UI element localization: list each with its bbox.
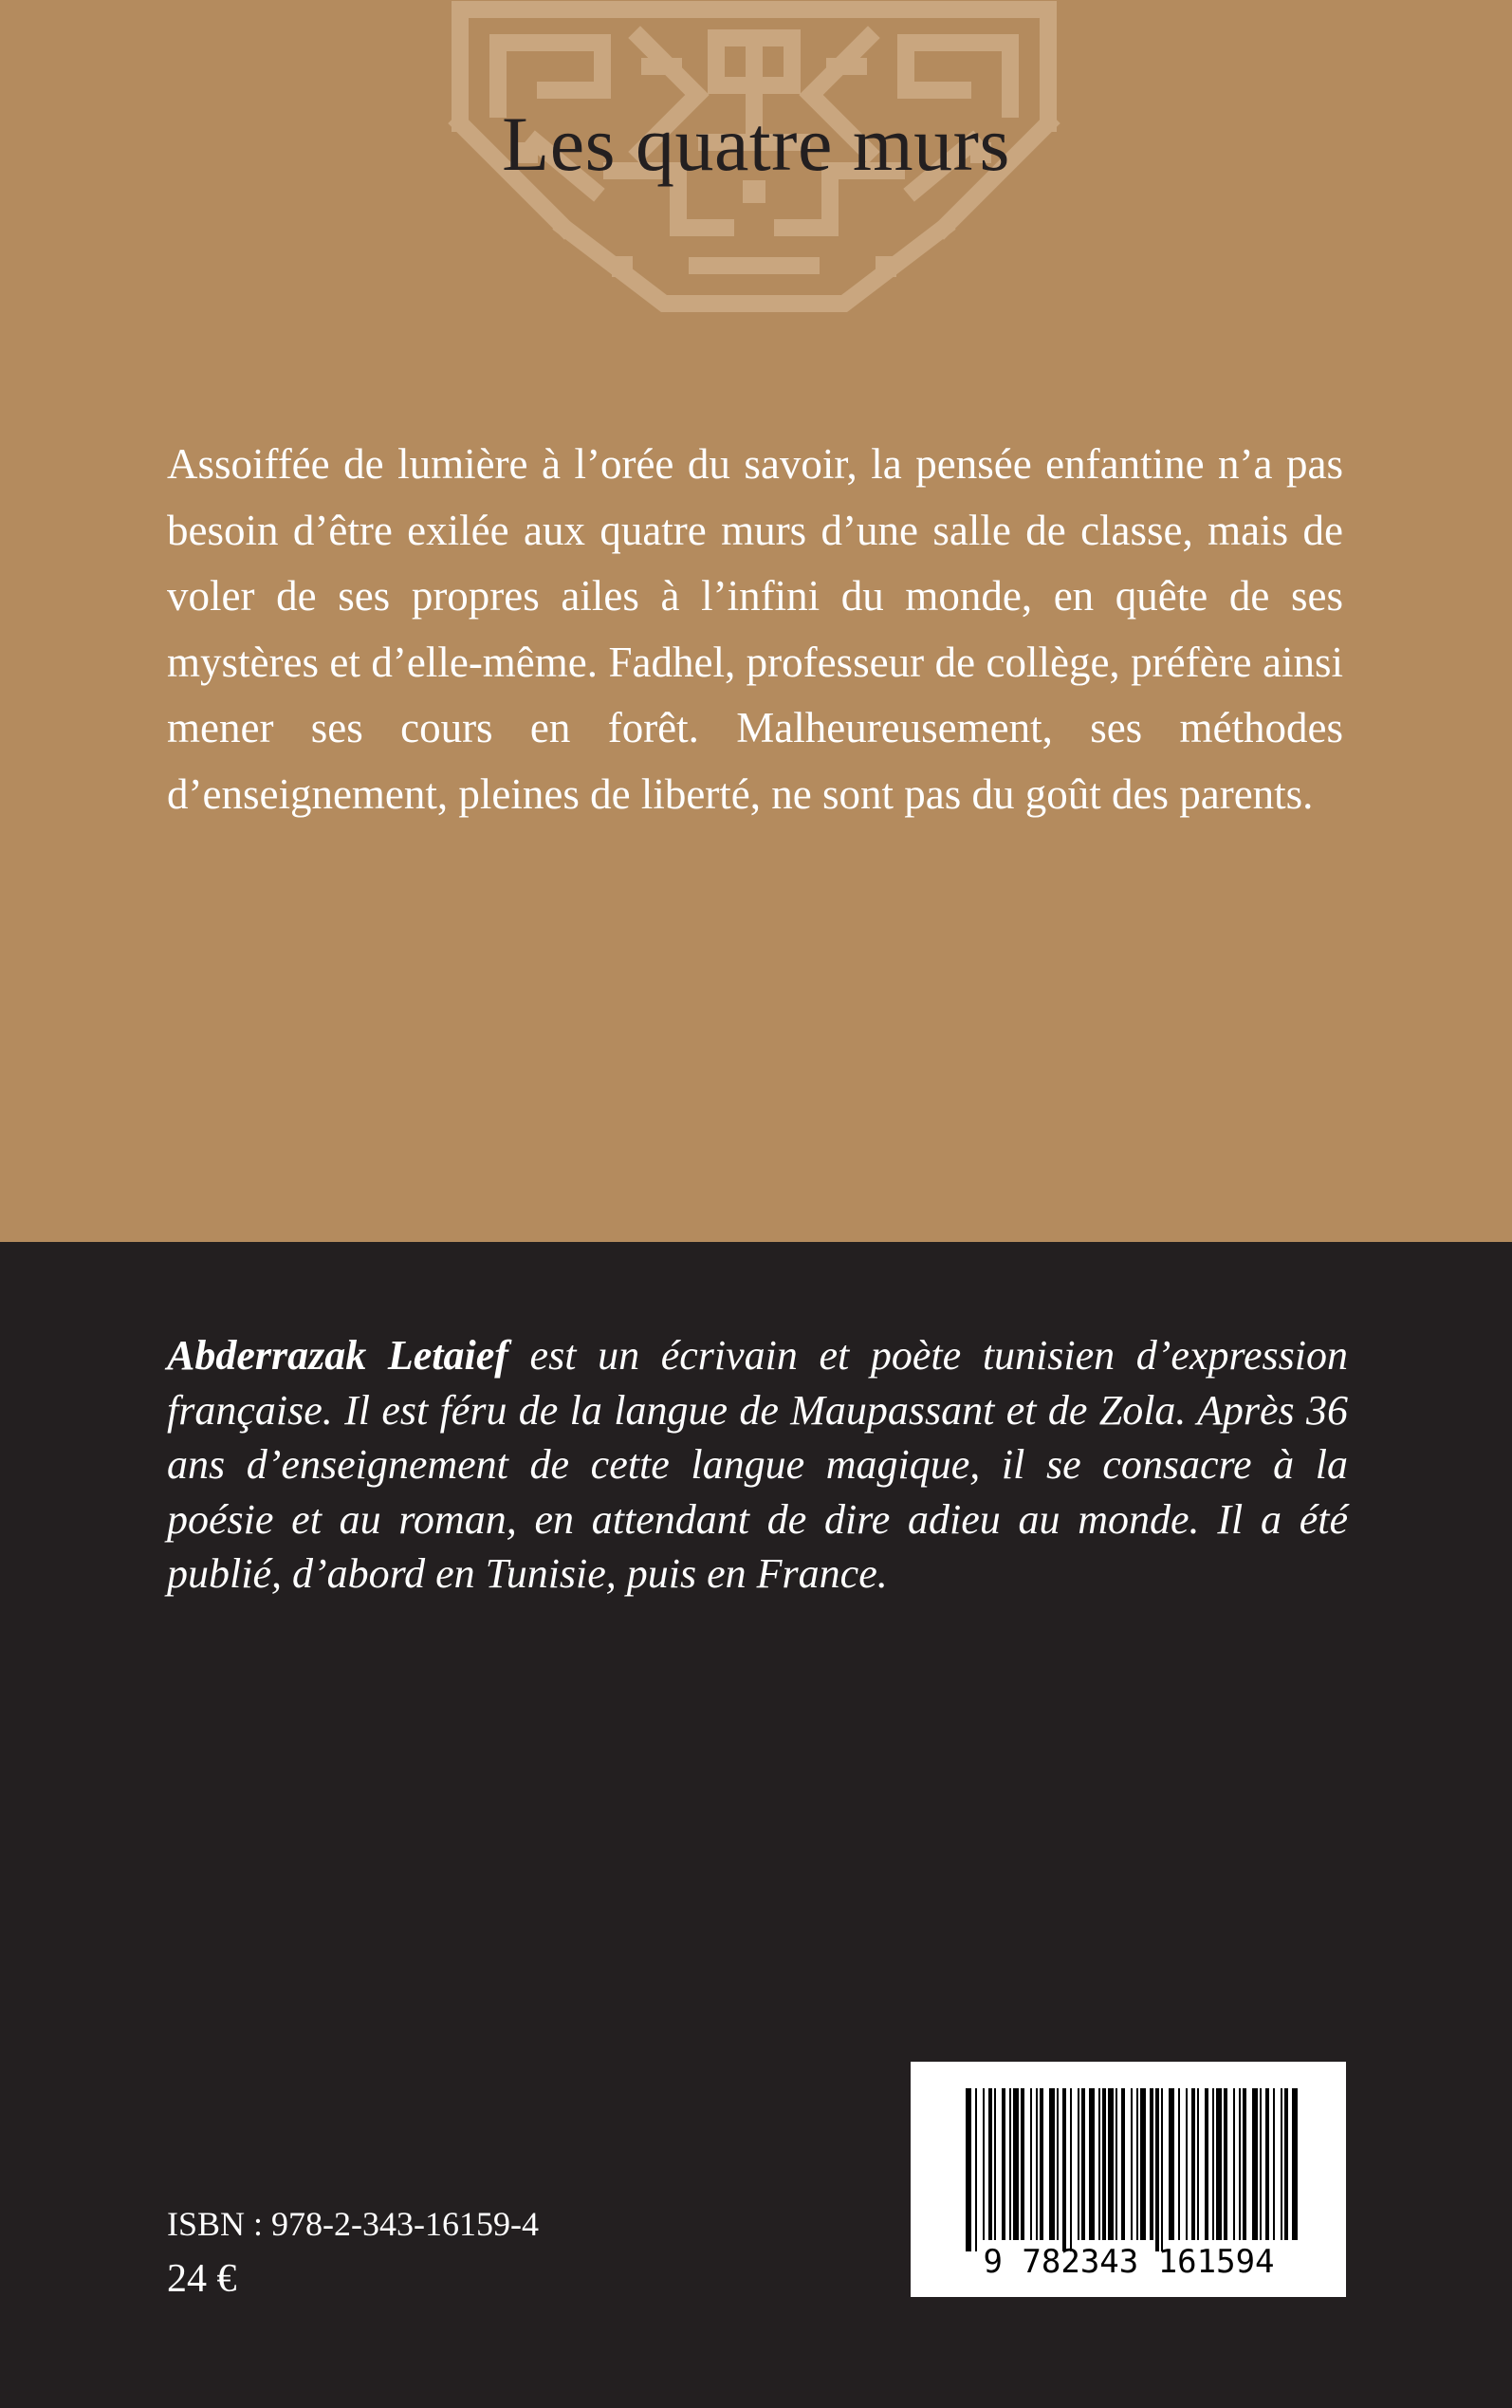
barcode-bar <box>1216 2088 1222 2240</box>
barcode-bar <box>1121 2088 1125 2240</box>
barcode-bar <box>1292 2088 1298 2240</box>
isbn: ISBN : 978-2-343-16159-4 <box>167 2205 539 2243</box>
barcode-bar <box>1098 2088 1100 2240</box>
barcode-bar <box>1205 2088 1208 2240</box>
price: 24 € <box>167 2257 237 2301</box>
author-bio-text: est un écrivain et poète tunisien d’expression française. Il est féru de la langue de Maupassant et de Zola. Après 36 ans d’enseignement de cette langue magique, il se consacre à la poésie et au roman, en attendant de dire adieu au monde. Il a été publié, d’abord en Tunisie, puis en France. <box>167 1332 1348 1597</box>
barcode-bar <box>1021 2088 1024 2240</box>
barcode-bar <box>1281 2088 1282 2240</box>
barcode-bar <box>1161 2088 1163 2251</box>
barcode-bar <box>1089 2088 1095 2240</box>
barcode-bar <box>1239 2088 1241 2240</box>
barcode-bar <box>1265 2088 1269 2240</box>
barcode-bar <box>1030 2088 1032 2240</box>
barcode-bar <box>1002 2088 1005 2240</box>
barcode-icon <box>911 2062 1346 2297</box>
barcode-bar <box>1233 2088 1235 2240</box>
barcode-bar <box>1081 2088 1085 2240</box>
barcode-bar <box>966 2088 971 2251</box>
barcode-bar <box>1191 2088 1195 2240</box>
barcode-bar <box>1155 2088 1159 2251</box>
barcode-bar <box>1070 2088 1072 2251</box>
barcode-bar <box>1212 2088 1214 2240</box>
barcode-bar <box>1102 2088 1106 2240</box>
barcode-bar <box>1009 2088 1011 2240</box>
barcode-bar <box>1284 2088 1288 2240</box>
barcode-bar <box>1150 2088 1153 2240</box>
barcode-bar <box>994 2088 996 2240</box>
barcode-bar <box>1169 2088 1174 2240</box>
barcode-bar <box>1013 2088 1019 2240</box>
barcode-bar <box>1273 2088 1275 2240</box>
barcode-bar <box>1136 2088 1138 2240</box>
barcode-bar <box>1040 2088 1043 2240</box>
barcode-bar <box>1224 2088 1227 2240</box>
barcode-bar <box>988 2088 992 2240</box>
barcode <box>911 2062 1346 2297</box>
barcode-bar <box>1062 2088 1066 2251</box>
book-summary: Assoiffée de lumière à l’orée du savoir, la pensée enfantine n’a pas besoin d’être exilée aux quatre murs d’une salle de classe, mais de voler de ses propres ailes à l’infini du monde, en quête de ses mystères et d’elle-même. Fadhel, professeur de collège, préfère ainsi mener ses cours en forêt. Malheureusement, ses méthodes d’enseignement, pleines de liberté, ne sont pas du goût des parents. <box>167 440 1343 818</box>
barcode-bar <box>1178 2088 1180 2240</box>
barcode-bar <box>1131 2088 1133 2240</box>
author-name: Abderrazak Letaief <box>167 1332 508 1379</box>
barcode-bar <box>1140 2088 1146 2240</box>
barcode-digits: 9 782343 161594 <box>983 2243 1275 2281</box>
barcode-bar <box>1197 2088 1199 2240</box>
barcode-bar <box>975 2088 977 2251</box>
barcode-bar <box>1078 2088 1079 2240</box>
barcode-bar <box>1036 2088 1038 2240</box>
barcode-bar <box>1049 2088 1055 2240</box>
barcode-bar <box>1243 2088 1246 2240</box>
barcode-bar <box>1186 2088 1188 2240</box>
author-bio <box>167 1328 1348 1602</box>
barcode-bar <box>1116 2088 1117 2240</box>
barcode-bar <box>1108 2088 1114 2240</box>
barcode-bar <box>1260 2088 1262 2240</box>
barcode-bar <box>1057 2088 1059 2240</box>
barcode-bar <box>983 2088 985 2240</box>
book-title: Les quatre murs <box>502 101 1010 187</box>
barcode-bar <box>1252 2088 1258 2240</box>
